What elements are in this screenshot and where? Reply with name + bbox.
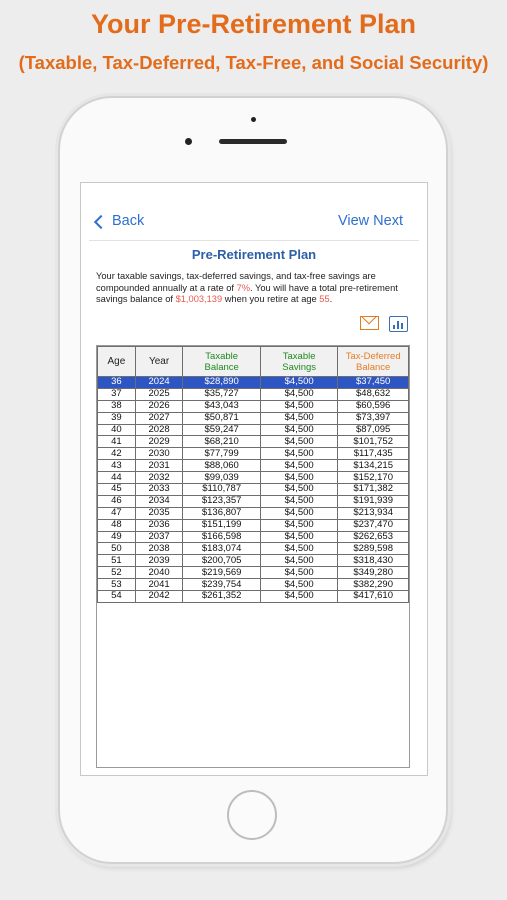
cell-taxable-savings: $4,500 bbox=[260, 567, 337, 579]
desc-text-4: . bbox=[329, 294, 333, 305]
cell-taxable-savings: $4,500 bbox=[260, 555, 337, 567]
cell-taxable-balance: $99,039 bbox=[183, 472, 261, 484]
cell-taxable-balance: $35,727 bbox=[183, 388, 261, 400]
cell-year: 2042 bbox=[135, 591, 183, 603]
projection-table-container[interactable] bbox=[96, 345, 410, 768]
cell-taxable-balance: $151,199 bbox=[183, 519, 261, 531]
col-header-year: Year bbox=[135, 347, 183, 377]
table-row[interactable] bbox=[98, 484, 409, 496]
cell-year: 2027 bbox=[135, 412, 183, 424]
col-header-taxable-savings: Taxable Savings bbox=[260, 347, 337, 377]
cell-taxable-savings: $4,500 bbox=[260, 591, 337, 603]
table-row[interactable] bbox=[98, 567, 409, 579]
cell-tax-deferred-balance: $87,095 bbox=[338, 424, 409, 436]
cell-taxable-savings: $4,500 bbox=[260, 448, 337, 460]
cell-age: 36 bbox=[98, 377, 136, 389]
back-label: Back bbox=[112, 213, 145, 229]
cell-taxable-savings: $4,500 bbox=[260, 579, 337, 591]
cell-tax-deferred-balance: $382,290 bbox=[338, 579, 409, 591]
cell-tax-deferred-balance: $73,397 bbox=[338, 412, 409, 424]
desc-text-1: Your taxable savings, tax-deferred savings, and tax-free savings are compounded annually at a rate of bbox=[96, 271, 376, 293]
table-row[interactable] bbox=[98, 591, 409, 603]
cell-taxable-savings: $4,500 bbox=[260, 436, 337, 448]
cell-year: 2034 bbox=[135, 495, 183, 507]
table-row[interactable] bbox=[98, 424, 409, 436]
cell-year: 2037 bbox=[135, 531, 183, 543]
cell-tax-deferred-balance: $134,215 bbox=[338, 460, 409, 472]
cell-tax-deferred-balance: $60,596 bbox=[338, 400, 409, 412]
cell-tax-deferred-balance: $213,934 bbox=[338, 507, 409, 519]
app-screen bbox=[80, 182, 428, 776]
chevron-left-icon bbox=[94, 214, 108, 228]
rate-value: 7% bbox=[236, 282, 251, 293]
cell-taxable-savings: $4,500 bbox=[260, 543, 337, 555]
cell-taxable-balance: $28,890 bbox=[183, 377, 261, 389]
cell-tax-deferred-balance: $289,598 bbox=[338, 543, 409, 555]
cell-age: 49 bbox=[98, 531, 136, 543]
cell-age: 54 bbox=[98, 591, 136, 603]
cell-age: 39 bbox=[98, 412, 136, 424]
cell-taxable-balance: $219,569 bbox=[183, 567, 261, 579]
cell-taxable-balance: $123,357 bbox=[183, 495, 261, 507]
cell-taxable-balance: $110,787 bbox=[183, 484, 261, 496]
cell-year: 2032 bbox=[135, 472, 183, 484]
cell-taxable-savings: $4,500 bbox=[260, 460, 337, 472]
table-row[interactable] bbox=[98, 531, 409, 543]
cell-year: 2024 bbox=[135, 377, 183, 389]
cell-tax-deferred-balance: $117,435 bbox=[338, 448, 409, 460]
front-camera bbox=[185, 138, 192, 145]
promo-subtitle: (Taxable, Tax-Deferred, Tax-Free, and Social Security) bbox=[18, 52, 489, 73]
cell-taxable-balance: $200,705 bbox=[183, 555, 261, 567]
table-row[interactable] bbox=[98, 412, 409, 424]
action-icons bbox=[360, 316, 408, 332]
table-row[interactable] bbox=[98, 436, 409, 448]
nav-bar bbox=[81, 183, 427, 241]
table-row[interactable] bbox=[98, 495, 409, 507]
cell-taxable-balance: $50,871 bbox=[183, 412, 261, 424]
cell-tax-deferred-balance: $48,632 bbox=[338, 388, 409, 400]
desc-text-2: . You will have a total pre-retirement savings balance of bbox=[96, 282, 398, 305]
cell-year: 2040 bbox=[135, 567, 183, 579]
cell-age: 42 bbox=[98, 448, 136, 460]
cell-tax-deferred-balance: $37,450 bbox=[338, 377, 409, 389]
cell-taxable-balance: $166,598 bbox=[183, 531, 261, 543]
cell-tax-deferred-balance: $349,280 bbox=[338, 567, 409, 579]
col-header-tax-deferred: Tax-Deferred Balance bbox=[338, 347, 409, 377]
cell-taxable-savings: $4,500 bbox=[260, 531, 337, 543]
cell-taxable-balance: $43,043 bbox=[183, 400, 261, 412]
cell-tax-deferred-balance: $262,653 bbox=[338, 531, 409, 543]
table-row[interactable] bbox=[98, 472, 409, 484]
cell-year: 2039 bbox=[135, 555, 183, 567]
cell-taxable-balance: $136,807 bbox=[183, 507, 261, 519]
cell-age: 53 bbox=[98, 579, 136, 591]
cell-taxable-savings: $4,500 bbox=[260, 388, 337, 400]
cell-taxable-savings: $4,500 bbox=[260, 400, 337, 412]
cell-age: 40 bbox=[98, 424, 136, 436]
earpiece-speaker bbox=[219, 139, 287, 144]
cell-year: 2038 bbox=[135, 543, 183, 555]
cell-taxable-savings: $4,500 bbox=[260, 495, 337, 507]
cell-age: 38 bbox=[98, 400, 136, 412]
table-row[interactable] bbox=[98, 519, 409, 531]
chart-icon[interactable] bbox=[389, 316, 408, 332]
cell-age: 52 bbox=[98, 567, 136, 579]
table-row[interactable] bbox=[98, 579, 409, 591]
table-row[interactable] bbox=[98, 448, 409, 460]
cell-year: 2031 bbox=[135, 460, 183, 472]
sensor-dot bbox=[251, 117, 256, 122]
cell-taxable-balance: $77,799 bbox=[183, 448, 261, 460]
table-row[interactable] bbox=[98, 400, 409, 412]
cell-taxable-savings: $4,500 bbox=[260, 412, 337, 424]
cell-age: 48 bbox=[98, 519, 136, 531]
cell-taxable-savings: $4,500 bbox=[260, 507, 337, 519]
desc-text-3: when you retire at age bbox=[222, 294, 320, 305]
page-title: Pre-Retirement Plan bbox=[191, 247, 317, 262]
retire-age-value: 55 bbox=[319, 294, 330, 305]
table-body bbox=[98, 377, 409, 603]
nav-divider bbox=[89, 240, 419, 241]
cell-year: 2036 bbox=[135, 519, 183, 531]
cell-age: 43 bbox=[98, 460, 136, 472]
col-header-taxable-balance: Taxable Balance bbox=[183, 347, 261, 377]
back-button[interactable] bbox=[96, 213, 144, 229]
cell-age: 46 bbox=[98, 495, 136, 507]
cell-age: 41 bbox=[98, 436, 136, 448]
view-next-button[interactable]: View Next bbox=[337, 213, 403, 229]
promo-title: Your Pre-Retirement Plan bbox=[90, 9, 417, 39]
cell-year: 2035 bbox=[135, 507, 183, 519]
cell-tax-deferred-balance: $237,470 bbox=[338, 519, 409, 531]
projection-table bbox=[97, 346, 409, 603]
plan-description bbox=[96, 271, 416, 306]
table-row[interactable] bbox=[98, 555, 409, 567]
cell-taxable-balance: $183,074 bbox=[183, 543, 261, 555]
cell-tax-deferred-balance: $152,170 bbox=[338, 472, 409, 484]
cell-tax-deferred-balance: $417,610 bbox=[338, 591, 409, 603]
table-row[interactable] bbox=[98, 507, 409, 519]
cell-age: 44 bbox=[98, 472, 136, 484]
table-row[interactable] bbox=[98, 377, 409, 389]
cell-taxable-savings: $4,500 bbox=[260, 472, 337, 484]
mail-icon[interactable] bbox=[360, 316, 379, 330]
cell-tax-deferred-balance: $171,382 bbox=[338, 484, 409, 496]
table-row[interactable] bbox=[98, 543, 409, 555]
cell-age: 37 bbox=[98, 388, 136, 400]
cell-taxable-savings: $4,500 bbox=[260, 377, 337, 389]
cell-taxable-balance: $59,247 bbox=[183, 424, 261, 436]
cell-taxable-balance: $68,210 bbox=[183, 436, 261, 448]
cell-year: 2025 bbox=[135, 388, 183, 400]
cell-taxable-savings: $4,500 bbox=[260, 424, 337, 436]
cell-taxable-balance: $239,754 bbox=[183, 579, 261, 591]
cell-taxable-savings: $4,500 bbox=[260, 519, 337, 531]
cell-taxable-savings: $4,500 bbox=[260, 484, 337, 496]
home-button[interactable] bbox=[227, 790, 277, 840]
cell-taxable-balance: $88,060 bbox=[183, 460, 261, 472]
cell-tax-deferred-balance: $191,939 bbox=[338, 495, 409, 507]
cell-age: 45 bbox=[98, 484, 136, 496]
cell-age: 47 bbox=[98, 507, 136, 519]
cell-year: 2033 bbox=[135, 484, 183, 496]
table-row[interactable] bbox=[98, 460, 409, 472]
cell-age: 50 bbox=[98, 543, 136, 555]
cell-tax-deferred-balance: $318,430 bbox=[338, 555, 409, 567]
cell-age: 51 bbox=[98, 555, 136, 567]
cell-tax-deferred-balance: $101,752 bbox=[338, 436, 409, 448]
cell-year: 2028 bbox=[135, 424, 183, 436]
cell-taxable-balance: $261,352 bbox=[183, 591, 261, 603]
cell-year: 2041 bbox=[135, 579, 183, 591]
balance-value: $1,003,139 bbox=[175, 294, 223, 305]
col-header-age: Age bbox=[98, 347, 136, 377]
cell-year: 2030 bbox=[135, 448, 183, 460]
cell-year: 2029 bbox=[135, 436, 183, 448]
table-row[interactable] bbox=[98, 388, 409, 400]
cell-year: 2026 bbox=[135, 400, 183, 412]
